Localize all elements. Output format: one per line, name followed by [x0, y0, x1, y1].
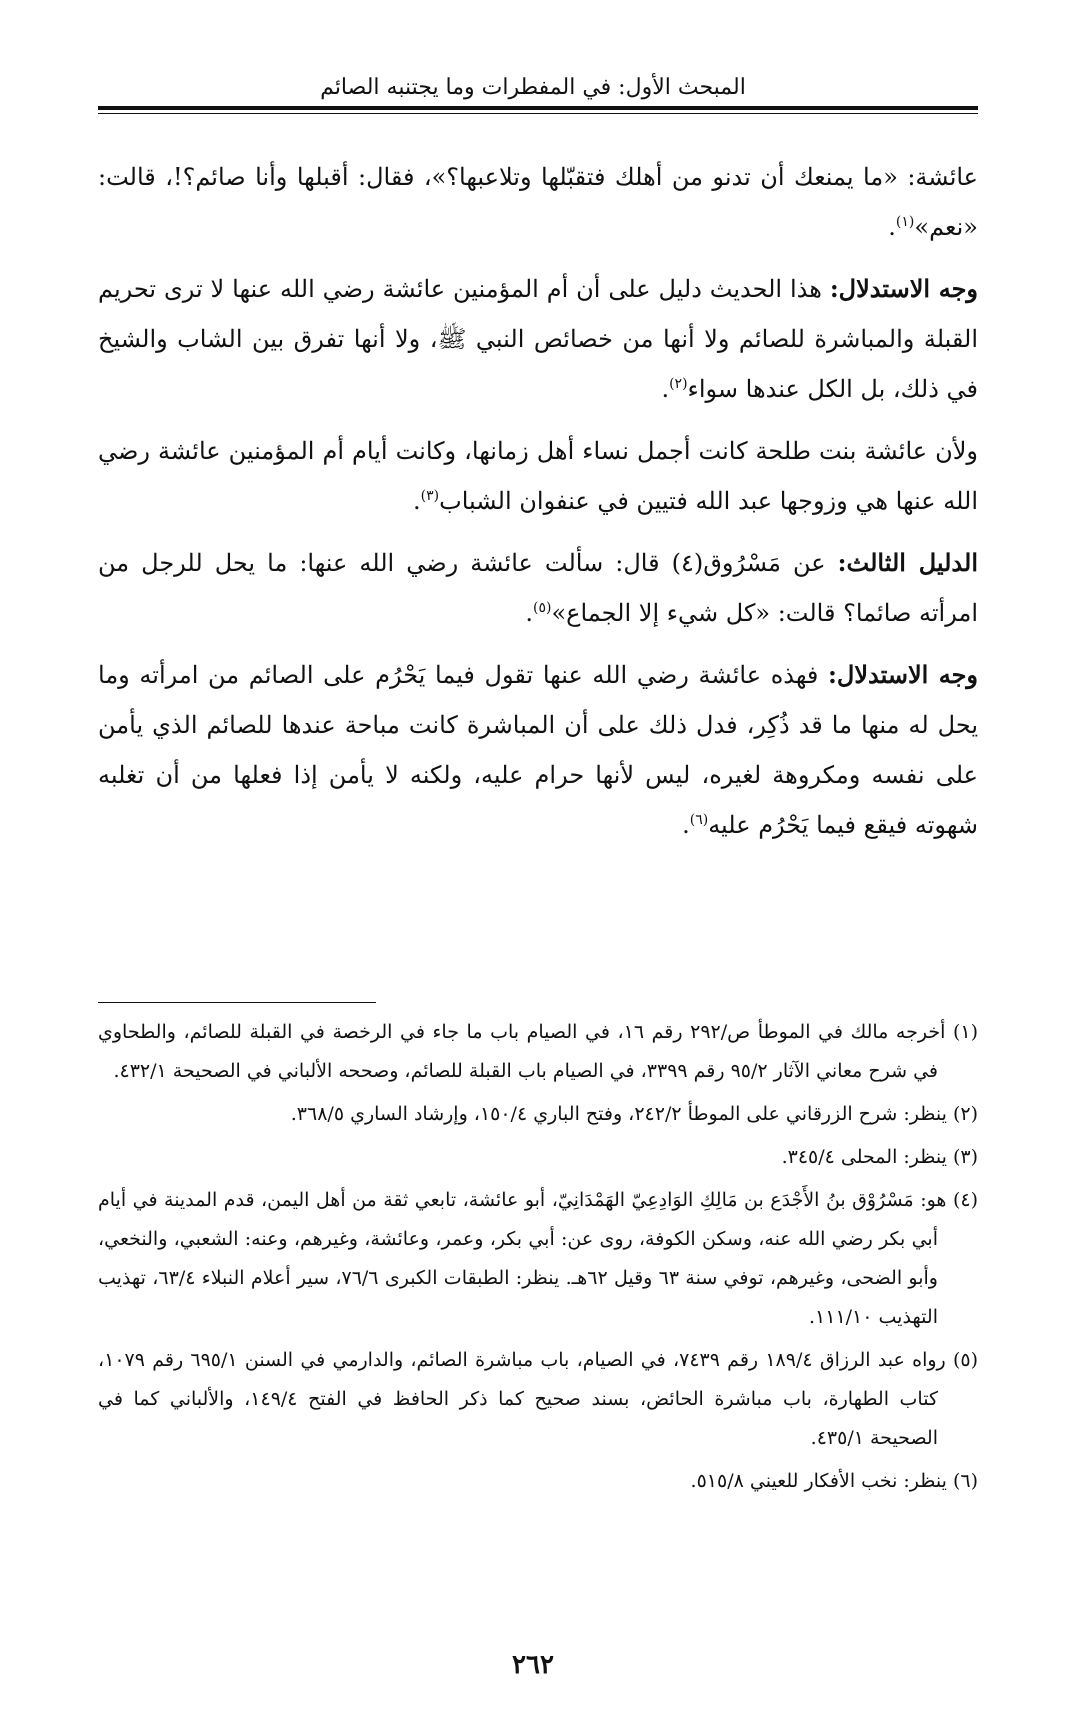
paragraph-label: وجه الاستدلال:	[829, 274, 979, 303]
footnote-separator	[98, 1002, 376, 1003]
paragraph-text: عائشة: «ما يمنعك أن تدنو من أهلك فتقبّلها وتلاعبها؟»، فقال: أقبلها وأنا صائم؟!، قالت: «نعم»	[98, 163, 979, 241]
paragraph-end: .	[661, 375, 670, 403]
paragraph-text: هذا الحديث دليل على أن أم المؤمنين عائشة رضي الله عنها لا ترى تحريم القبلة والمباشرة للصائم ولا أنها من خصائص النبي ﷺ، ولا أنها تفرق بين الشاب والشيخ في ذلك، بل الكل عندها سواء	[98, 275, 979, 403]
paragraph-end: .	[413, 487, 421, 515]
footnote-text: ينظر: المحلى ٣٤٥/٤.	[781, 1146, 947, 1168]
paragraph-text: عن مَسْرُوق(٤) قال: سألت عائشة رضي الله عنها: ما يحل للرجل من امرأته صائما؟ قالت: «كل شيء إلا الجماع»	[98, 549, 978, 627]
footnote-number: (٥)	[952, 1349, 979, 1371]
footnote-ref[interactable]: (١)	[895, 214, 915, 230]
footnote	[98, 1095, 978, 1134]
paragraph	[98, 650, 978, 850]
footnote-ref[interactable]: (٢)	[669, 376, 688, 392]
page-number: ٢٦٢	[512, 1650, 554, 1680]
paragraph-end: .	[682, 811, 690, 839]
footnote-ref[interactable]: (٥)	[533, 600, 552, 616]
footnote-number: (٣)	[952, 1146, 978, 1168]
paragraph-end: .	[888, 213, 896, 241]
paragraph	[98, 152, 978, 252]
paragraph-text: فهذه عائشة رضي الله عنها تقول فيما يَحْرُم على الصائم من امرأته وما يحل له منها ما قد ذُكِر، فدل ذلك على أن المباشرة كانت مباحة عندها للصائم الذي يأمن على نفسه ومكروهة لغيره، ليس لأنها حرام عليه، ولكنه لا يأمن إذا فعلها من أن تغلبه شهوته فيقع فيما يَحْرُم عليه	[98, 661, 978, 839]
footnote	[98, 1462, 978, 1501]
footnote	[98, 1341, 978, 1458]
paragraph	[98, 426, 978, 526]
footnote-ref[interactable]: (٦)	[689, 812, 709, 828]
footnote-ref[interactable]: (٣)	[420, 488, 440, 504]
paragraph-text: ولأن عائشة بنت طلحة كانت أجمل نساء أهل زمانها، وكانت أيام أم المؤمنين عائشة رضي الله عنها هي وزوجها عبد الله فتيين في عنفوان الشباب	[98, 437, 978, 515]
footnote-number: (٢)	[952, 1103, 978, 1125]
footnote	[98, 1138, 978, 1177]
paragraph	[98, 264, 978, 414]
footnote-text: ينظر: شرح الزرقاني على الموطأ ٢٤٢/٢، وفتح الباري ١٥٠/٤، وإرشاد الساري ٣٦٨/٥.	[290, 1103, 947, 1125]
paragraph-end: .	[525, 599, 534, 627]
paragraph-label: الدليل الثالث:	[837, 548, 979, 577]
footnote-number: (١)	[952, 1021, 978, 1043]
running-header: المبحث الأول: في المفطرات وما يجتنبه الصائم	[320, 75, 746, 100]
footnote-text: رواه عبد الرزاق ١٨٩/٤ رقم ٧٤٣٩، في الصيام، باب مباشرة الصائم، والدارمي في السنن ٦٩٥/١ رقم ١٠٧٩، كتاب الطهارة، باب مباشرة الحائض، بسند صحيح كما ذكر الحافظ في الفتح ١٤٩/٤، والألباني كما في الصحيحة ٤٣٥/١.	[98, 1349, 946, 1449]
footnote-text: هو: مَسْرُوْق بنُ الأَجْدَع بن مَالِكِ الوَادِعِيّ الهَمْدَانِيّ، أبو عائشة، تابعي ثقة من أهل اليمن، قدم المدينة في أيام أبي بكر رضي الله عنه، وسكن الكوفة، روى عن: أبي بكر، وعمر، وعائشة، وغيرهم، وعنه: الشعبي، والنخعي، وأبو الضحى، وغيرهم، توفي سنة ٦٣ وقيل ٦٢هـ. ينظر: الطبقات الكبرى ٧٦/٦، سير أعلام النبلاء ٦٣/٤، تهذيب التهذيب ١١١/١٠.	[98, 1189, 947, 1328]
main-text	[98, 152, 978, 862]
footnotes	[98, 1013, 978, 1505]
paragraph	[98, 538, 978, 638]
footnote	[98, 1181, 978, 1337]
footnote-number: (٦)	[952, 1470, 978, 1492]
paragraph-label: وجه الاستدلال:	[828, 660, 978, 689]
footnote-text: أخرجه مالك في الموطأ ص/٢٩٢ رقم ١٦، في الصيام باب ما جاء في الرخصة في القبلة للصائم، والطحاوي في شرح معاني الآثار ٩٥/٢ رقم ٣٣٩٩، في الصيام باب القبلة للصائم، وصححه الألباني في الصحيحة ٤٣٢/١.	[98, 1021, 946, 1082]
header-rule-thick	[98, 106, 978, 110]
header-rule-thin	[98, 113, 978, 114]
footnote	[98, 1013, 978, 1091]
footnote-number: (٤)	[952, 1189, 978, 1211]
footnote-text: ينظر: نخب الأفكار للعيني ٥١٥/٨.	[690, 1470, 947, 1492]
